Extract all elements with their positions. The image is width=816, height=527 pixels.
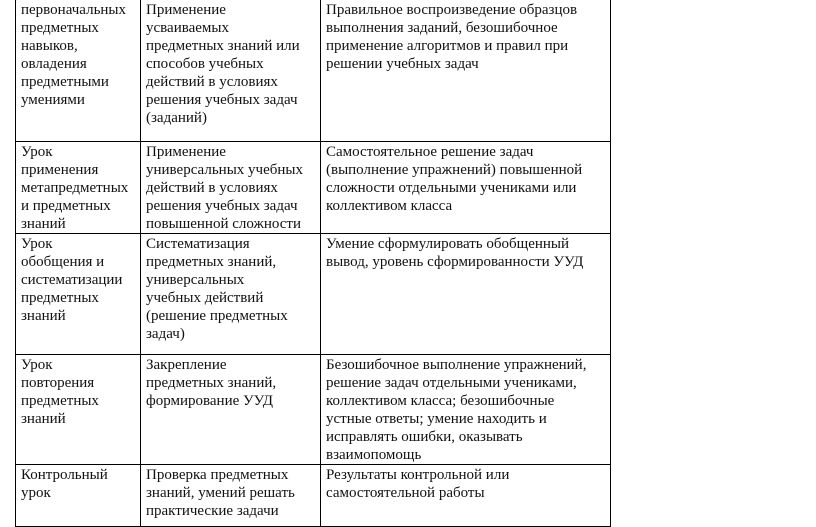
table-body (16, 0, 611, 527)
lesson-types-table (15, 0, 611, 527)
activity-cell: Закрепление предметных знаний, формирование УУД (141, 355, 321, 465)
table-row (16, 234, 611, 355)
table-row (16, 0, 611, 142)
activity-cell: Применение универсальных учебных действий в условиях решения учебных задач повышенной сложности (141, 142, 321, 234)
lesson-type-cell: Урок применения метапредметных и предметных знаний (16, 142, 141, 234)
table-row (16, 142, 611, 234)
activity-cell: Проверка предметных знаний, умений решать практические задачи (141, 465, 321, 527)
result-cell: Результаты контрольной или самостоятельной работы (321, 465, 611, 527)
activity-cell: Применение усваиваемых предметных знаний или способов учебных действий в условиях решения учебных задач (заданий) (141, 0, 321, 142)
activity-cell: Систематизация предметных знаний, универсальных учебных действий (решение предметных задач) (141, 234, 321, 355)
result-cell: Умение сформулировать обобщенный вывод, уровень сформированности УУД (321, 234, 611, 355)
lesson-type-cell: первоначальных предметных навыков, овладения предметными умениями (16, 0, 141, 142)
result-cell: Самостоятельное решение задач (выполнение упражнений) повышенной сложности отдельными учениками или коллективом класса (321, 142, 611, 234)
lesson-type-cell: Урок обобщения и систематизации предметных знаний (16, 234, 141, 355)
result-cell: Безошибочное выполнение упражнений, решение задач отдельными учениками, коллективом класса; безошибочные устные ответы; умение находить и исправлять ошибки, оказывать взаимопомощь (321, 355, 611, 465)
lesson-type-cell: Контрольный урок (16, 465, 141, 527)
lesson-type-cell: Урок повторения предметных знаний (16, 355, 141, 465)
result-cell: Правильное воспроизведение образцов выполнения заданий, безошибочное применение алгоритмов и правил при решении учебных задач (321, 0, 611, 142)
table-row (16, 355, 611, 465)
table-row (16, 465, 611, 527)
